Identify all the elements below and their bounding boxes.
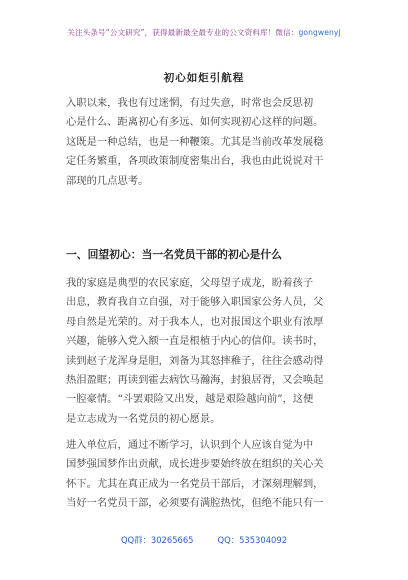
qq-contact-label: QQ：535304092 [217,535,288,545]
paragraph-line: 国梦强国梦作出贡献，成长进步要始终放在组织的关心关 [66,458,324,471]
paragraph-line: 心是什么、距离初心有多远、如何实现初心这样的问题。 [66,116,324,129]
paragraph-line: 入职以来，我也有过迷惘，有过失意，时常也会反思初 [66,97,314,109]
paragraph-line: 是立志成为一名党员的初心愿景。 [66,412,221,425]
paragraph-line: 部现的几点思考。 [66,174,149,187]
paragraph-line: 这既是一种总结，也是一种鞭策。尤其是当前改革发展稳 [66,135,324,148]
promo-banner [0,27,408,38]
intro-paragraph [66,94,348,191]
promo-banner-text: 关注头条号“公文研究”，获得最新最全最专业的公文资料库！微信： [67,28,299,37]
paragraph-line: 我的家庭是典型的农民家庭，父母望子成龙，盼着孩子 [66,277,314,289]
paragraph-line: 热泪盈眶；再读到霍去病饮马瀚海，封狼居胥，又会唤起 [66,374,324,387]
paragraph-line: 读到赵子龙浑身是胆，刘备为其怒摔稚子，往往会感动得 [66,354,324,367]
paragraph-line: 出息，教育我自立自强，对于能够入职国家公务人员，父 [66,296,324,309]
work-paragraph [66,436,348,514]
qq-group-label: QQ群：30265665 [120,535,194,545]
family-paragraph [66,274,348,429]
paragraph-line: 母自然是光荣的。对于我本人，也对报国这个职业有浓厚 [66,315,324,328]
paragraph-line: 当好一名党员干部，必须要有满腔热忱，但绝不能只有一 [66,497,324,510]
wechat-id: gongwenyj [298,28,341,37]
section-heading: 一、回望初心：当一名党员干部的初心是什么 [66,248,282,261]
paragraph-line: 兴趣，能够入党入额一直是根植于内心的信仰。读书时， [66,335,324,348]
paragraph-line: 怀下。尤其在真正成为一名党员干部后，才深刻理解到， [66,477,324,490]
page-footer [0,534,408,546]
paragraph-line: 定任务繁重，各项政策制度密集出台，我也由此说说对干 [66,155,324,168]
document-title: 初心如炬引航程 [163,72,245,84]
paragraph-line: 进入单位后，通过不断学习，认识到个人应该自觉为中 [66,439,314,451]
paragraph-line: 一腔豪情。“斗罢艰险又出发，越是艰险越向前”，这便 [66,393,314,406]
